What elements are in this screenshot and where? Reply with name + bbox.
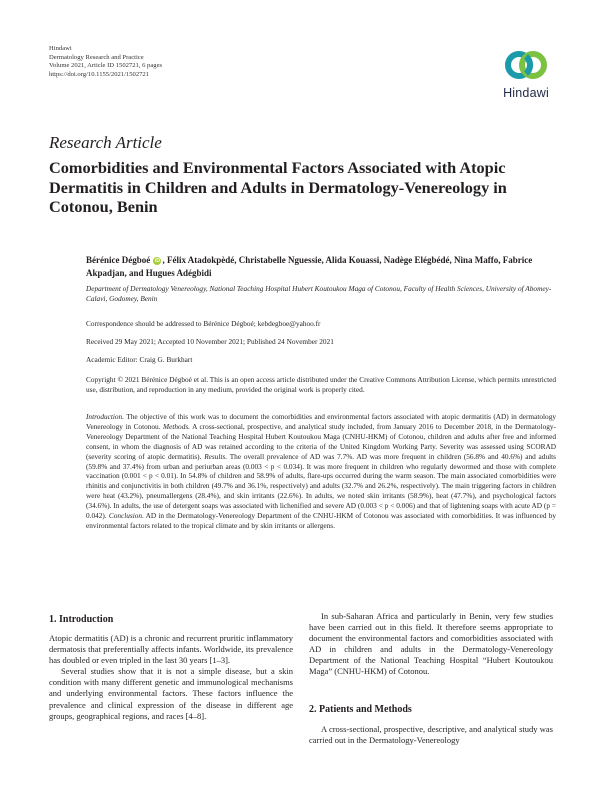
section-heading-introduction: 1. Introduction <box>49 614 114 625</box>
hindawi-logo-icon <box>504 46 548 84</box>
abstract-conclusion: AD in the Dermatology-Venereology Department of the CNHU-HKM of Cotonou was associated with comorbidities. It was influenced by environmental factors related to the tropical climate and by skin irritants or allergens. <box>86 511 556 530</box>
abstract-intro: The objective of this work was to document the comorbidities and environmental factors associated with atopic dermatitis (AD) in dermatology Venereology in Cotonou. <box>86 412 556 431</box>
abstract-intro-label: Introduction. <box>86 412 125 421</box>
correspondence: Correspondence should be addressed to Bérénice Dégboé; kebdegboe@yahoo.fr <box>86 319 321 328</box>
abstract-results-label: Results. <box>204 451 228 461</box>
abstract-methods: A cross-sectional, prospective, and analytical study included, from January 2016 to December 2018, in the Dermatology-Venereology Department of the National Teaching Hospital Hubert Koutoukou Maga (CNHU-HKM) of Cotonou, children and adults after free and informed consent, in whom the diagnosis of AD was retained according to the criteria of the United Kingdom Working Party. Severity was assessed using SCORAD (severity scoring of atopic dermatitis). <box>86 421 556 461</box>
abstract-methods-label: Methods. <box>163 421 191 431</box>
author-rest: , Félix Atadokpèdé, Christabelle Nguessie, Alida Kouassi, Nadège Elégbédé, Nina Maffo, Fabrice Akpadjan, and Hugues Adégbidi <box>86 255 533 278</box>
journal-info <box>49 45 162 79</box>
author-list <box>86 254 566 280</box>
article-title: Comorbidities and Environmental Factors Associated with Atopic Dermatitis in Children and Adults in Dermatology-Venereology in Cotonou, Benin <box>49 158 507 217</box>
publication-dates: Received 29 May 2021; Accepted 10 November 2021; Published 24 November 2021 <box>86 337 334 346</box>
journal-name: Dermatology Research and Practice <box>49 53 144 61</box>
academic-editor: Academic Editor: Craig G. Burkhart <box>86 355 193 364</box>
article-type: Research Article <box>49 133 162 152</box>
introduction-body <box>49 633 293 722</box>
abstract <box>86 412 556 531</box>
copyright-notice: Copyright © 2021 Bérénice Dégboé et al. This is an open access article distributed under the Creative Commons Attribution License, which permits unrestricted use, distribution, and reproduction in any medium, provided the original work is properly cited. <box>86 375 556 394</box>
journal-doi[interactable]: https://doi.org/10.1155/2021/1502721 <box>49 70 150 78</box>
methods-body: A cross-sectional, prospective, descriptive, and analytical study was carried out in the Dermatology-Venereology <box>309 724 553 746</box>
section-heading-methods: 2. Patients and Methods <box>309 704 412 715</box>
orcid-icon[interactable]: iD <box>154 258 160 264</box>
introduction-continued: In sub-Saharan Africa and particularly in Benin, very few studies have been carried out in this field. It therefore seems appropriate to document the environmental factors and comorbidities associated with AD in children and adults in the Dermatology-Venereology Department of the National Teaching Hospital “Hubert Koutoukou Maga” (CNHU-HKM) of Cotonou. <box>309 611 553 677</box>
hindawi-logo <box>496 46 556 104</box>
author-first[interactable]: Bérénice Dégboé <box>86 255 151 265</box>
hindawi-logo-text: Hindawi <box>503 86 549 100</box>
journal-volume: Volume 2021, Article ID 1502721, 6 pages <box>49 62 163 70</box>
affiliation: Department of Dermatology Venereology, National Teaching Hospital Hubert Koutoukou Maga of Cotonou, Faculty of Health Sciences, University of Abomey-Calavi, Godomey, Benin <box>86 284 552 303</box>
abstract-conclusion-label: Conclusion. <box>108 511 144 521</box>
abstract-results: The overall prevalence of AD was 7.7%. AD was more frequent in children (56.8% and 40.6%) and adults (59.8% and 37.4%) from urban and periurban areas (0.003 < p < 0.034). It was more frequent in children who regularly dewormed and those with complete vaccination (0.001 < p < 0.01). In 54.8% of children and 58.9% of adults, flare-ups occurred during the warm season. The main associated comorbidities were rhinitis and conjunctivitis in both children (49.7% and 36.1%, respectively) and adults (32.7% and 26.2%, respectively). The main triggering factors in children were heat (43.2%), pneumallergens (28.4%), and skin irritants (22.6%). In adults, we noted skin irritants (58.9%), heat (47.7%), and psychological factors (34.6%). In adults, the use of detergent soaps was associated with lichenified and severe AD (0.003 < p < 0.006) and that of lightening soaps with acute AD (p = 0.042). <box>86 451 556 521</box>
journal-publisher: Hindawi <box>49 45 72 52</box>
intro-paragraph: Atopic dermatitis (AD) is a chronic and recurrent pruritic inflammatory dermatosis that preferentially affects infants. Worldwide, its prevalence has doubled or even tripled in the last 30 years [1–3]. <box>49 633 293 666</box>
intro-paragraph: Several studies show that it is not a simple disease, but a skin condition with many different genetic and immunological mechanisms and underlying environmental factors. These factors influence the prevalence and clinical expression of the disease in different age groups, geographical regions, and races [4–8]. <box>49 666 293 721</box>
